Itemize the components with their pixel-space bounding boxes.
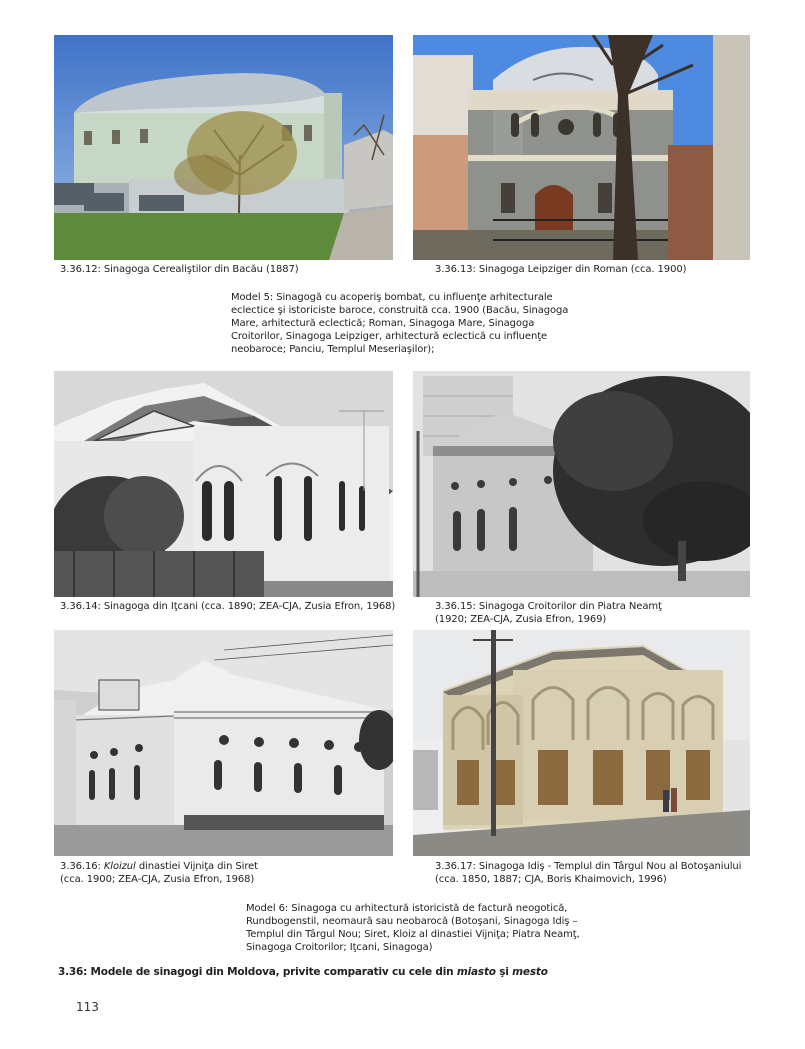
model-6-line: Sinagoga Croitorilor; Iţcani, Sinagoga) — [246, 942, 433, 953]
caption-photo-5-line-2: (cca. 1900; ZEA-CJA, Zusia Efron, 1968) — [60, 874, 255, 885]
figure-title: 3.36: Modele de sinagogi din Moldova, privite comparativ cu cele din miasto şi mesto — [58, 966, 548, 978]
model-5-line: Mare, arhitectură eclectică; Roman, Sinagoga Mare, Sinagoga — [231, 318, 535, 329]
caption-photo-1: 3.36.12: Sinagoga Cerealiştilor din Bacău (1887) — [60, 264, 299, 275]
caption-photo-2: 3.36.13: Sinagoga Leipziger din Roman (cca. 1900) — [435, 264, 687, 275]
caption-photo-6-line-2: (cca. 1850, 1887; CJA, Boris Khaimovich, 1996) — [435, 874, 667, 885]
model-5-line: eclectice şi istoriciste baroce, construită cca. 1900 (Bacău, Sinagoga — [231, 305, 569, 316]
caption-photo-6-line-1: 3.36.17: Sinagoga Idiş - Templul din Târgul Nou al Botoşaniului — [435, 861, 742, 872]
caption-photo-5-line-1: 3.36.16: Kloizul dinastiei Vijniţa din Siret — [60, 861, 258, 872]
caption-photo-4-line-2: (1920; ZEA-CJA, Zusia Efron, 1969) — [435, 614, 607, 625]
model-6-line: Templul din Târgul Nou; Siret, Kloiz al dinastiei Vijniţa; Piatra Neamţ, — [246, 929, 580, 940]
photo-sinagoga-idis-botosani — [413, 630, 750, 856]
photo-sinagoga-itcani — [54, 371, 393, 597]
caption-photo-4-line-1: 3.36.15: Sinagoga Croitorilor din Piatra Neamţ — [435, 601, 662, 612]
model-6-line: Rundbogenstil, neomaură sau neobarocă (Botoşani, Sinagoga Idiş – — [246, 916, 578, 927]
page-number: 113 — [76, 1000, 99, 1014]
photo-sinagoga-leipziger-roman — [413, 35, 750, 260]
caption-photo-3: 3.36.14: Sinagoga din Iţcani (cca. 1890; ZEA-CJA, Zusia Efron, 1968) — [60, 601, 396, 612]
photo-sinagoga-croitorilor-piatra-neamt — [413, 371, 750, 597]
model-6-description — [246, 902, 580, 954]
photo-kloizul-vijnita-siret — [54, 630, 393, 856]
model-5-line: neobaroce; Panciu, Templul Meseriaşilor); — [231, 344, 435, 355]
model-6-line: Model 6: Sinagoga cu arhitectură istoricistă de factură neogotică, — [246, 903, 568, 914]
photo-sinagoga-cerealistilor-bacau — [54, 35, 393, 260]
model-5-description — [231, 291, 568, 356]
model-5-line: Croitorilor, Sinagoga Leipziger, arhitectură eclectică cu influenţe — [231, 331, 548, 342]
model-5-line: Model 5: Sinagogă cu acoperiş bombat, cu influenţe arhitecturale — [231, 292, 553, 303]
